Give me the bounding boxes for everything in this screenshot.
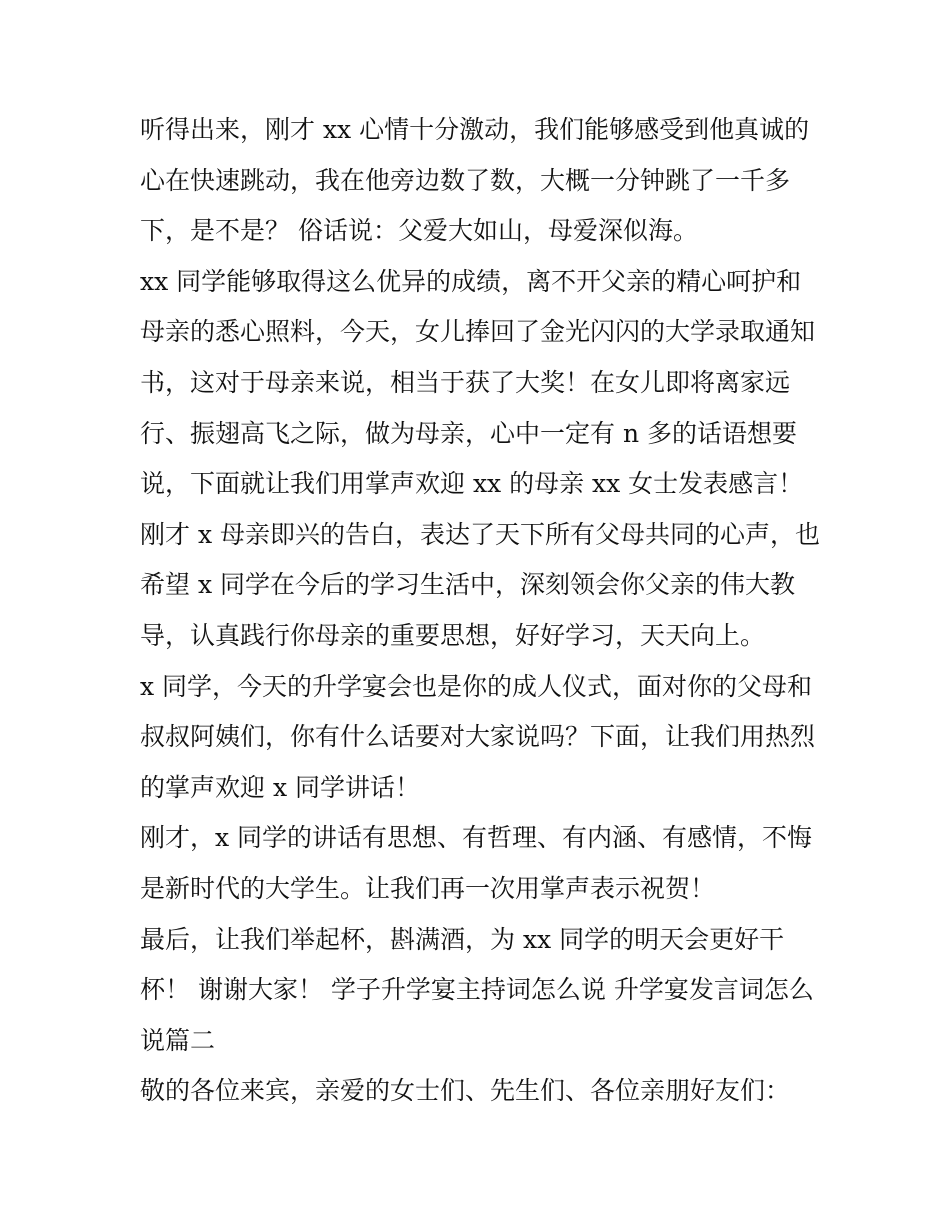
text-line: 说篇二 <box>140 1025 216 1055</box>
text-line: 敬的各位来宾，亲爱的女士们、先生们、各位亲朋好友们： <box>140 1076 791 1106</box>
text-line: 最后，让我们举起杯，斟满酒，为 xx 同学的明天会更好干 <box>140 924 785 954</box>
text-line: 杯！ 谢谢大家！ 学子升学宴主持词怎么说 升学宴发言词怎么 <box>140 975 814 1005</box>
text-line: xx 同学能够取得这么优异的成绩，离不开父亲的精心呵护和 <box>140 266 802 296</box>
text-line: 刚才 x 母亲即兴的告白，表达了天下所有父母共同的心声，也 <box>140 519 820 549</box>
text-line: 的掌声欢迎 x 同学讲话！ <box>140 772 420 802</box>
text-line: 是新时代的大学生。让我们再一次用掌声表示祝贺！ <box>140 873 716 903</box>
text-line: 行、振翅高飞之际，做为母亲，心中一定有 n 多的话语想要 <box>140 418 797 448</box>
text-line: 下，是不是？ 俗话说：父爱大如山，母爱深似海。 <box>140 216 698 246</box>
text-line: 心在快速跳动，我在他旁边数了数，大概一分钟跳了一千多 <box>140 165 791 195</box>
text-line: 说，下面就让我们用掌声欢迎 xx 的母亲 xx 女士发表感言！ <box>140 469 804 499</box>
text-line: 听得出来，刚才 xx 心情十分激动，我们能够感受到他真诚的 <box>140 115 810 144</box>
text-line: 刚才，x 同学的讲话有思想、有哲理、有内涵、有感情，不悔 <box>140 823 813 853</box>
text-line: 导，认真践行你母亲的重要思想，好好学习，天天向上。 <box>140 620 766 650</box>
text-line: 书，这对于母亲来说，相当于获了大奖！在女儿即将离家远 <box>140 367 791 397</box>
text-line: 叔叔阿姨们，你有什么话要对大家说吗？下面，让我们用热烈 <box>140 722 816 752</box>
text-line: 母亲的悉心照料，今天，女儿捧回了金光闪闪的大学录取通知 <box>140 317 816 347</box>
text-line: 希望 x 同学在今后的学习生活中，深刻领会你父亲的伟大教 <box>140 570 795 600</box>
document-body <box>140 105 840 1117</box>
text-line: x 同学，今天的升学宴会也是你的成人仪式，面对你的父母和 <box>140 671 813 701</box>
